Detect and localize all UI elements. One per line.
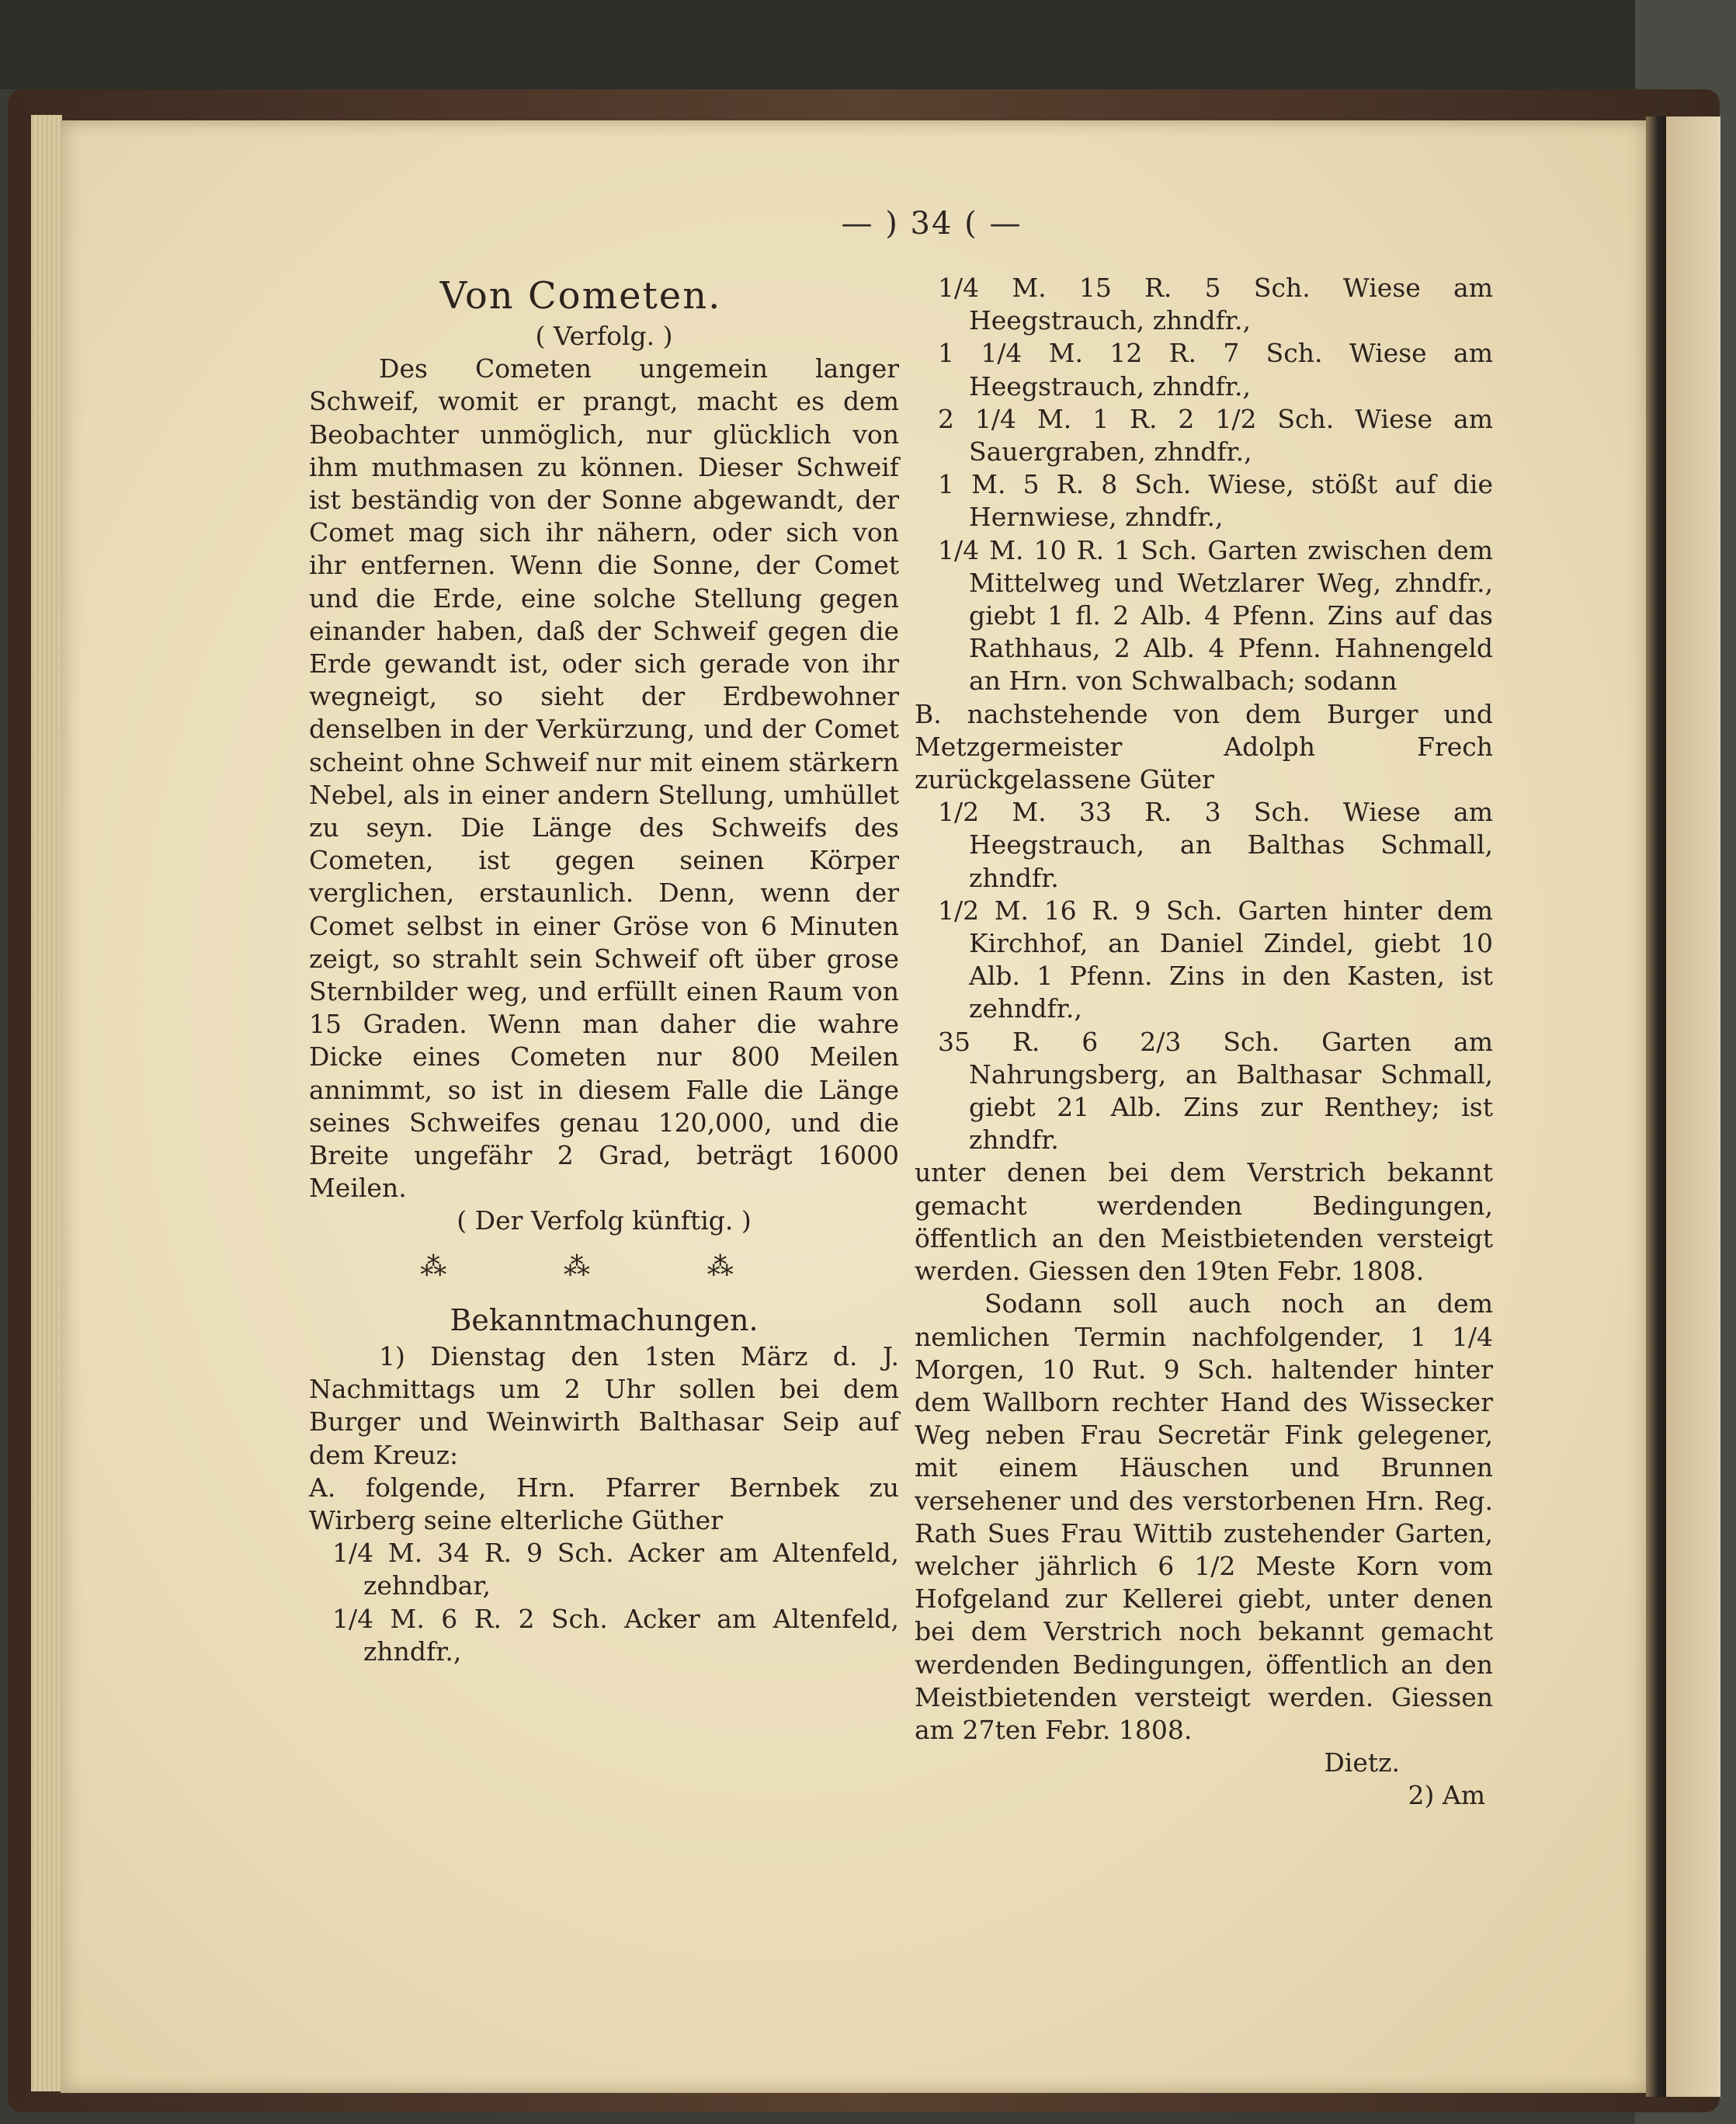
right-column — [915, 272, 1493, 1813]
property-item: 1/4 M. 15 R. 5 Sch. Wiese am Heegstrauch, zhndfr., — [938, 273, 1493, 336]
page-edges — [31, 115, 62, 2091]
property-item: 1 1/4 M. 12 R. 7 Sch. Wiese am Heegstrauch, zhndfr., — [938, 338, 1493, 402]
section-b: B. nachstehende von dem Burger und Metzgermeister Adolph Frech zurückgelassene Güter — [915, 698, 1493, 795]
property-item: 1/4 M. 6 R. 2 Sch. Acker am Altenfeld, zhndfr., — [332, 1603, 899, 1667]
closing-conditions: unter denen bei dem Verstrich bekannt gemacht werdenden Bedingungen, öffentlich an den Meistbietenden versteigt werden. Giessen den 19ten Febr. 1808. — [915, 1157, 1493, 1287]
property-item: 2 1/4 M. 1 R. 2 1/2 Sch. Wiese am Sauergraben, zhndfr., — [938, 403, 1493, 468]
left-column — [309, 272, 899, 1668]
property-item: 1 M. 5 R. 8 Sch. Wiese, stößt auf die Hernwiese, zhndfr., — [938, 469, 1493, 533]
adjacent-page — [1666, 116, 1720, 2097]
second-notice: Sodann soll auch noch an dem nemlichen Termin nachfolgender, 1 1/4 Morgen, 10 Rut. 9 Sch. haltender hinter dem Wallborn rechter Hand des Wissecker Weg neben Frau Secretär Fink gelegener, mit einem Häuschen und Brunnen versehener und des verstorbenen Hrn. Reg. Rath Sues Frau Wittib zustehender Garten, welcher jährlich 6 1/2 Meste Korn vom Hofgeland zur Kellerei giebt, unter denen bei dem Verstrich noch bekannt gemacht werdenden Bedingungen, öffentlich an den Meistbietenden versteigt werden. Giessen am 27ten Febr. 1808. — [915, 1288, 1493, 1745]
comet-paragraph: Des Cometen ungemein langer Schweif, womit er prangt, macht es dem Beobachter unmöglich, nur glücklich von ihm muthmasen zu können. Dieser Schweif ist beständig von der Sonne abgewandt, der Comet mag sich ihr nähern, oder sich von ihr entfernen. Wenn die Sonne, der Comet und die Erde, eine solche Stellung gegen einander haben, daß der Schweif gegen die Erde gewandt ist, oder sich gerade von ihr wegneigt, so sieht der Erdbewohner denselben in der Verkürzung, und der Comet scheint ohne Schweif nur mit einem stärkern Nebel, als in einer andern Stellung, umhüllet zu seyn. Die Länge des Schweifs des Cometen, ist gegen seinen Körper verglichen, erstaunlich. Denn, wenn der Comet selbst in einer Gröse von 6 Minuten zeigt, so strahlt sein Schweif oft über grose Sternbilder weg, und erfüllt einen Raum von 15 Graden. Wenn man daher die wahre Dicke eines Cometen nur 800 Meilen annimmt, so ist in diesem Falle die Länge seines Schweifes genau 120,000, und die Breite ungefähr 2 Grad, beträgt 16000 Meilen. — [309, 353, 899, 1204]
section-a: A. folgende, Hrn. Pfarrer Bernbek zu Wirberg seine elterliche Güther — [309, 1472, 899, 1535]
page-number: — ) 34 ( — — [841, 206, 1023, 242]
scanner-backdrop-top — [0, 0, 1736, 89]
continued-note: ( Der Verfolg künftig. ) — [457, 1205, 752, 1236]
catchword: 2) Am — [1408, 1780, 1485, 1811]
article-title: Von Cometen. — [439, 274, 722, 318]
ornament-divider: ⁂ ⁂ ⁂ — [420, 1250, 788, 1282]
property-item: 1/4 M. 10 R. 1 Sch. Garten zwischen dem Mittelweg und Wetzlarer Weg, zhndfr., giebt 1 fl. 2 Alb. 4 Pfenn. Zins auf das Rathhaus, 2 Alb. 4 Pfenn. Hahnengeld an Hrn. von Schwalbach; sodann — [938, 534, 1493, 697]
book-gutter — [1646, 116, 1666, 2097]
property-item: 1/2 M. 33 R. 3 Sch. Wiese am Heegstrauch, an Balthas Schmall, zhndfr. — [938, 797, 1493, 893]
property-item: 1/2 M. 16 R. 9 Sch. Garten hinter dem Kirchhof, an Daniel Zindel, giebt 10 Alb. 1 Pfenn. Zins in den Kasten, ist zehndfr., — [938, 895, 1493, 1024]
announcement-intro: 1) Dienstag den 1sten März d. J. Nachmittags um 2 Uhr sollen bei dem Burger und Weinwirth Balthasar Seip auf dem Kreuz: — [309, 1340, 899, 1470]
announcements-heading: Bekanntmachungen. — [450, 1302, 759, 1337]
article-subtitle: ( Verfolg. ) — [535, 321, 673, 351]
property-item: 35 R. 6 2/3 Sch. Garten am Nahrungsberg, an Balthasar Schmall, giebt 21 Alb. Zins zur Renthey; ist zhndfr. — [938, 1026, 1493, 1156]
signature: Dietz. — [1324, 1747, 1400, 1778]
property-item: 1/4 M. 34 R. 9 Sch. Acker am Altenfeld, zehndbar, — [332, 1538, 899, 1601]
